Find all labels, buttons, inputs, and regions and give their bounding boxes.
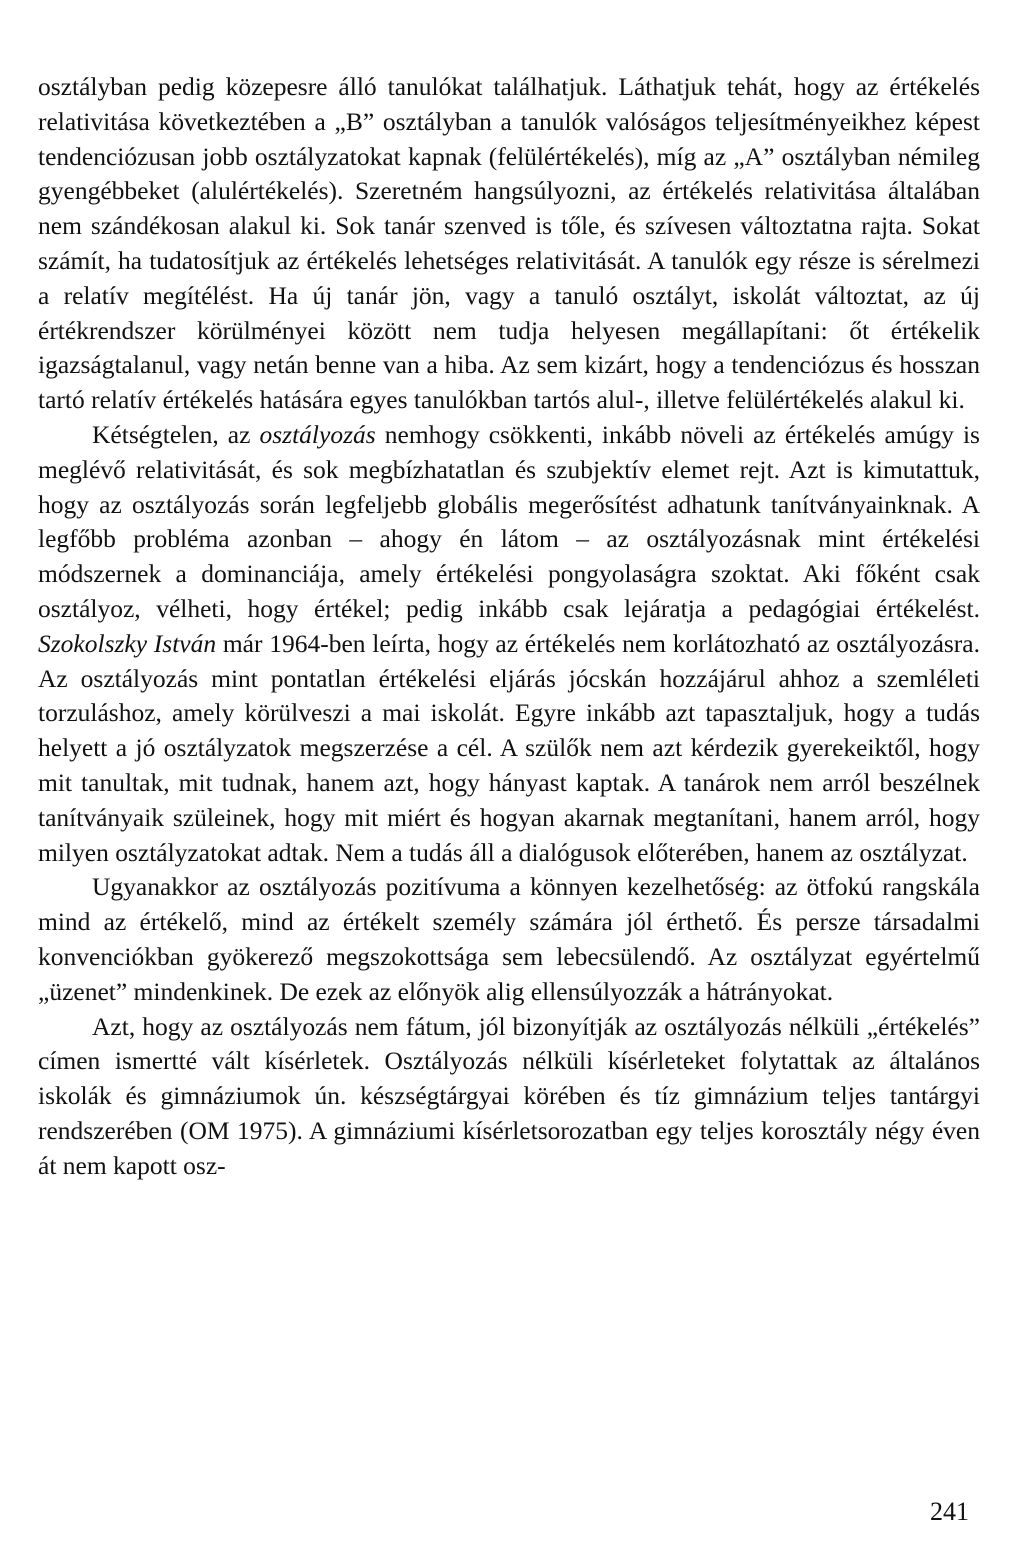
paragraph-3 bbox=[38, 870, 980, 1009]
text-run: nemhogy csökkenti, inkább növeli az értékelés amúgy is meglévő relativitását, és sok megbízhatatlan és szubjektív elemet rejt. Azt is kimutattuk, hogy az osztályozás során legfeljebb globális megerősítést adhatunk tanítványainknak. A legfőbb probléma azonban – ahogy én látom – az osztályozásnak mint értékelési módszernek a dominanciája, amely értékelési pongyolaságra szoktat. Aki főként csak osztályoz, vélheti, hogy értékel; pedig inkább csak lejáratja a pedagógiai értékelést. bbox=[38, 419, 980, 623]
italic-text-run: osztályozás bbox=[259, 419, 376, 449]
book-page-text bbox=[38, 70, 980, 1184]
italic-text-run: Szokolszky István bbox=[38, 628, 217, 658]
text-run: Azt, hogy az osztályozás nem fátum, jól bizonyítják az osztályozás nélküli „értékelés” címen ismertté vált kísérletek. Osztályozás nélküli kísérleteket folytattak az általános iskolák és gimnáziumok ún. készségtárgyai körében és tíz gimnázium teljes tantárgyi rendszerében (OM 1975). A gimnáziumi kísérletsorozatban egy teljes korosztály négy éven át nem kapott osz- bbox=[38, 1011, 980, 1180]
paragraph-4 bbox=[38, 1010, 980, 1184]
text-run: Kétségtelen, az bbox=[92, 419, 260, 449]
paragraph-1 bbox=[38, 70, 980, 418]
text-run: Ugyanakkor az osztályozás pozitívuma a könnyen kezelhetőség: az ötfokú rangskála mind az értékelő, mind az értékelt személy számára jól érthető. És persze társadalmi konvenciókban gyökerező megszokottsága sem lebecsülendő. Az osztályzat egyértelmű „üzenet” mindenkinek. De ezek az előnyök alig ellensúlyozzák a hátrányokat. bbox=[38, 872, 980, 1006]
text-run: osztályban pedig közepesre álló tanulókat találhatjuk. Láthatjuk tehát, hogy az értékelés relativitása következtében a „B” osztályban a tanulók valóságos teljesítményeikhez képest tendenciózusan jobb osztályzatokat kapnak (felülértékelés), míg az „A” osztályban némileg gyengébbeket (alulértékelés). Szeretném hangsúlyozni, az értékelés relativitása általában nem szándékosan alakul ki. Sok tanár szenved is tőle, és szívesen változtatna rajta. Sokat számít, ha tudatosítjuk az értékelés lehetséges relativitását. A tanulók egy része is sérelmezi a relatív megítélést. Ha új tanár jön, vagy a tanuló osztályt, iskolát változtat, az új értékrendszer körülményei között nem tudja helyesen megállapítani: őt értékelik igazságtalanul, vagy netán benne van a hiba. Az sem kizárt, hogy a tendenciózus és hosszan tartó relatív értékelés hatására egyes tanulókban tartós alul-, illetve felülértékelés alakul ki. bbox=[38, 72, 980, 415]
paragraph-2 bbox=[38, 418, 980, 870]
text-run: már 1964-ben leírta, hogy az értékelés nem korlátozható az osztályozásra. Az osztályozás mint pontatlan értékelési eljárás jócskán hozzájárul ahhoz a szemléleti torzuláshoz, amely körülveszi a mai iskolát. Egyre inkább azt tapasztaljuk, hogy a tudás helyett a jó osztályzatok megszerzése a cél. A szülők nem azt kérdezik gyerekeiktől, hogy mit tanultak, mit tudnak, hanem azt, hogy hányast kaptak. A tanárok nem arról beszélnek tanítványaik szüleinek, hogy mit miért és hogyan akarnak megtanítani, hanem arról, hogy milyen osztályzatokat adtak. Nem a tudás áll a dialógusok előterében, hanem az osztályzat. bbox=[38, 628, 980, 867]
page-number: 241 bbox=[930, 1497, 969, 1526]
